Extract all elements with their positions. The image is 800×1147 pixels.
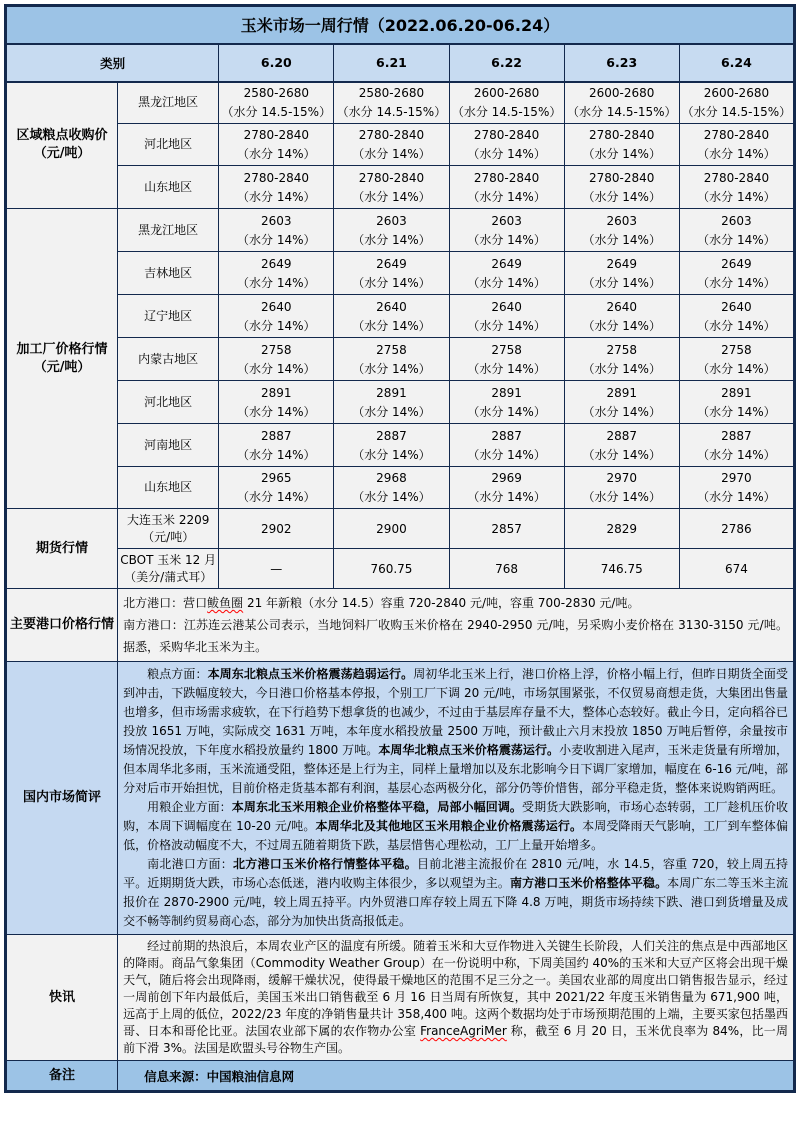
price-value: 2640 — [261, 299, 292, 314]
price-value: 2887 — [721, 428, 752, 443]
price-value: 2780-2840 — [589, 170, 655, 185]
price-value: 2758 — [261, 342, 292, 357]
bold-text-segment: 本周华北粮点玉米价格震荡运行。 — [378, 743, 560, 757]
price-cell — [449, 467, 564, 509]
futures-value-cell: 760.75 — [334, 549, 449, 589]
price-value: 2603 — [376, 213, 407, 228]
table-row — [6, 662, 795, 935]
price-value: 2640 — [721, 299, 752, 314]
price-cell — [219, 252, 334, 295]
price-value: 2780-2840 — [473, 170, 540, 185]
price-value: 2970 — [721, 471, 752, 485]
futures-contract-label — [118, 509, 219, 549]
review-paragraph — [123, 855, 788, 931]
bold-text-segment: 本周东北粮点玉米价格震荡趋弱运行。 — [207, 667, 414, 681]
price-cell — [449, 252, 564, 295]
section-label-factory — [6, 209, 118, 509]
review-paragraph — [123, 665, 788, 798]
moisture-note: （水分 14%） — [467, 490, 546, 504]
table-row — [6, 209, 795, 252]
section-label-futures: 期货行情 — [6, 509, 118, 589]
price-value: 2603 — [491, 213, 522, 228]
moisture-note: （水分 14%） — [237, 147, 316, 161]
moisture-note: （水分 14%） — [467, 447, 546, 462]
moisture-note: （水分 14%） — [697, 490, 776, 504]
moisture-note: （水分 14%） — [467, 189, 546, 204]
moisture-note: （水分 14%） — [352, 232, 431, 247]
price-cell — [449, 166, 564, 209]
price-value: 2780-2840 — [243, 170, 310, 185]
table-row — [6, 549, 795, 589]
moisture-note: （水分 14.5-15%） — [221, 105, 332, 120]
price-cell — [564, 252, 679, 295]
futures-value-cell: — — [219, 549, 334, 589]
north-port-line — [123, 592, 788, 614]
price-cell — [564, 467, 679, 509]
region-label: 辽宁地区 — [118, 295, 219, 338]
section-label-text: 加工厂价格行情 — [16, 341, 108, 357]
moisture-note: （水分 14%） — [237, 490, 316, 504]
text-segment: 经过前期的热浪后，本周农业产区的温度有所缓。随着玉米和大豆作物进入关键生长阶段，人们关注的焦点是中西部地区的降雨。商品气象集团（Commodity Weather Group）在一份说明中称，下周美国约 40%的玉米和大豆产区将会出现干燥天气，随后将会出现降雨，缓解干燥状况，使得最干燥地区的范围不足三分之一。美国农业部的周度出口销售报告显示，经过一周前创下年内最低后，美国玉米出口销售截至 6 月 16 日当周有所恢复，其中 2021/22 年度玉米销售量为 671,900 吨，远高于上周的低位，2022/23 年度的净销售量共计 358,400 吨。这两个数据均处于市场预期范围的上端，主要买家包括墨西哥、日本和哥伦比亚。法国农业部下属的农作物办公室 — [123, 939, 788, 1038]
moisture-note: （水分 14%） — [467, 361, 546, 376]
price-value: 2600-2680 — [703, 86, 770, 101]
price-cell — [334, 295, 449, 338]
section-label-bulletin: 快讯 — [6, 935, 118, 1061]
moisture-note: （水分 14%） — [467, 147, 546, 161]
price-cell — [219, 209, 334, 252]
table-row — [6, 295, 795, 338]
review-content — [118, 662, 795, 935]
text-segment: 周初华北玉米上行，港口价格上浮，价格小幅上行，但昨日期货全面受到冲击，下跌幅度较大，今日港口价格基本停报，个别工厂下调 20 元/吨，市场氛围紧张，不仅贸易商想走货，大集团出售量也增多，但市场需求疲软，在下行趋势下想拿货的也减少，不过由于基层库存量不大，整体心态较好。截止今日，定向稻谷已投放 1651 万吨，实际成交 1631 万吨，本年度水稻投放量 2500 万吨，预计截止六月末投放 1850 万吨后暂停，余量按市场情况投放，下年度水稻投放量约 1800 万吨。 — [123, 667, 788, 757]
moisture-note: （水分 14%） — [352, 318, 431, 333]
price-cell — [219, 295, 334, 338]
price-cell — [449, 124, 564, 166]
price-value: 2780-2840 — [703, 170, 770, 185]
moisture-note: （水分 14%） — [582, 318, 661, 333]
contract-unit: （元/吨） — [142, 529, 195, 544]
price-value: 2649 — [376, 256, 407, 271]
price-value: 2600-2680 — [589, 86, 655, 101]
region-label: 内蒙古地区 — [118, 338, 219, 381]
bold-text-segment: 本周华北及其他地区玉米用粮企业价格震荡运行。 — [315, 819, 583, 833]
region-label: 河南地区 — [118, 424, 219, 467]
text-segment: 目前北港主流报价在 2810 元/吨，水 14.5，容重 720，较上周五持平。近期期货大跌，市场心态低迷，港内收购主体很少，多以观望为主。 — [123, 857, 788, 890]
moisture-note: （水分 14%） — [697, 404, 776, 419]
moisture-note: （水分 14%） — [237, 275, 316, 290]
region-label: 吉林地区 — [118, 252, 219, 295]
price-cell — [449, 381, 564, 424]
price-cell — [334, 424, 449, 467]
price-cell — [334, 166, 449, 209]
section-label-unit: （元/吨） — [33, 359, 91, 375]
price-cell — [679, 124, 794, 166]
price-value: 2887 — [261, 428, 292, 443]
price-value: 2780-2840 — [703, 128, 770, 142]
moisture-note: （水分 14%） — [467, 232, 546, 247]
moisture-note: （水分 14.5-15%） — [566, 105, 677, 120]
price-cell — [219, 82, 334, 124]
futures-value-cell: 2902 — [219, 509, 334, 549]
price-cell — [334, 124, 449, 166]
header-date: 6.23 — [564, 44, 679, 82]
price-value: 2780-2840 — [473, 128, 540, 142]
price-cell — [564, 295, 679, 338]
price-value: 2580-2680 — [358, 86, 425, 101]
price-value: 2580-2680 — [243, 86, 310, 101]
bold-text-segment: 南方港口玉米价格整体平稳。 — [510, 876, 668, 890]
text-segment: 用粮企业方面： — [147, 800, 232, 814]
moisture-note: （水分 14%） — [352, 404, 431, 419]
price-cell — [219, 166, 334, 209]
south-port-line: 南方港口：江苏连云港某公司表示，当地饲料厂收购玉米价格在 2940-2950 元/吨，另采购小麦价格在 3130-3150 元/吨。据悉，采购华北玉米为主。 — [123, 618, 788, 654]
price-value: 2891 — [606, 385, 637, 400]
price-value: 2758 — [376, 342, 407, 357]
price-cell — [679, 252, 794, 295]
price-cell — [564, 338, 679, 381]
table-row — [6, 589, 795, 662]
section-label-unit: （元/吨） — [33, 146, 91, 162]
contract-name: 大连玉米 2209 — [127, 512, 210, 527]
moisture-note: （水分 14.5-15%） — [336, 105, 447, 120]
moisture-note: （水分 14%） — [697, 318, 776, 333]
table-row — [6, 252, 795, 295]
section-label-ports: 主要港口价格行情 — [6, 589, 118, 662]
price-cell — [679, 381, 794, 424]
text-segment: 受期货大跌影响，市场心态转弱，工厂趁机压价收购，本周下调幅度在 10-20 元/吨。 — [123, 800, 788, 833]
moisture-note: （水分 14%） — [352, 189, 431, 204]
price-value: 2758 — [721, 342, 752, 357]
price-cell — [679, 338, 794, 381]
price-cell — [679, 467, 794, 509]
price-cell — [219, 424, 334, 467]
table-row — [6, 424, 795, 467]
section-label-purchase — [6, 82, 118, 209]
price-cell — [449, 424, 564, 467]
text-segment: 本周受降雨天气影响，工厂到车整体偏低，价格波动幅度不大，不过周五随着期货下跌，基层惜售心理松动，工厂上量开始增多。 — [123, 819, 788, 852]
price-cell — [679, 424, 794, 467]
text-segment: 小麦收割进入尾声，玉米走货量有所增加，但本周华北多雨，玉米流通受阻，整体还是上行为主，同样上量增加以及东北影响今日下调厂家增加，幅度在 6-16 元/吨，部分对后市开始担忧，目前价格走货基本都有利润，基层心态两极分化，部分仍等价惜售，部分平稳走货，整体来说购销两旺。 — [123, 743, 788, 795]
price-value: 2640 — [376, 299, 407, 314]
text-segment: 粮点方面： — [147, 667, 208, 681]
price-cell — [449, 209, 564, 252]
section-label-review: 国内市场简评 — [6, 662, 118, 935]
region-label: 河北地区 — [118, 124, 219, 166]
moisture-note: （水分 14%） — [582, 447, 661, 462]
moisture-note: （水分 14%） — [582, 490, 661, 504]
region-label: 河北地区 — [118, 381, 219, 424]
moisture-note: （水分 14%） — [582, 189, 661, 204]
price-value: 2603 — [721, 213, 752, 228]
moisture-note: （水分 14%） — [697, 232, 776, 247]
region-label: 黑龙江地区 — [118, 209, 219, 252]
moisture-note: （水分 14%） — [697, 361, 776, 376]
bulletin-paragraph — [123, 938, 788, 1057]
moisture-note: （水分 14%） — [237, 189, 316, 204]
moisture-note: （水分 14%） — [352, 361, 431, 376]
moisture-note: （水分 14%） — [582, 275, 661, 290]
moisture-note: （水分 14%） — [237, 318, 316, 333]
price-cell — [449, 338, 564, 381]
price-value: 2887 — [606, 428, 637, 443]
title-row — [6, 6, 795, 44]
header-category: 类别 — [6, 44, 219, 82]
price-value: 2780-2840 — [358, 128, 425, 142]
text-segment: 北方港口：营口 — [123, 596, 208, 610]
price-cell — [334, 82, 449, 124]
price-cell — [564, 124, 679, 166]
bold-text-segment: 本周东北玉米用粮企业价格整体平稳，局部小幅回调。 — [231, 800, 523, 814]
price-value: 2969 — [491, 471, 522, 485]
price-value: 2649 — [721, 256, 752, 271]
date-header-row — [6, 44, 795, 82]
futures-value-cell: 674 — [679, 549, 794, 589]
table-row — [6, 467, 795, 509]
moisture-note: （水分 14%） — [467, 318, 546, 333]
moisture-note: （水分 14%） — [582, 147, 661, 161]
spellcheck-wavy-text: FranceAgriMer — [420, 1024, 507, 1038]
moisture-note: （水分 14%） — [697, 147, 776, 161]
futures-value-cell: 2857 — [449, 509, 564, 549]
price-cell — [219, 467, 334, 509]
futures-value-cell: 2900 — [334, 509, 449, 549]
price-value: 2968 — [376, 471, 407, 485]
price-value: 2780-2840 — [358, 170, 425, 185]
price-value: 2649 — [606, 256, 637, 271]
moisture-note: （水分 14%） — [237, 361, 316, 376]
price-value: 2640 — [491, 299, 522, 314]
text-segment: 称，截至 6 月 20 日，玉米优良率为 84%，比一周前下滑 3%。法国是欧盟头号谷物生产国。 — [123, 1024, 788, 1055]
price-value: 2887 — [376, 428, 407, 443]
region-label: 山东地区 — [118, 467, 219, 509]
moisture-note: （水分 14%） — [352, 490, 431, 504]
price-cell — [334, 209, 449, 252]
price-value: 2758 — [491, 342, 522, 357]
header-date: 6.21 — [334, 44, 449, 82]
ports-content — [118, 589, 795, 662]
price-cell — [564, 209, 679, 252]
price-cell — [564, 166, 679, 209]
text-segment: 南北港口方面： — [147, 857, 233, 871]
table-row — [6, 124, 795, 166]
price-cell — [564, 424, 679, 467]
futures-contract-label — [118, 549, 219, 589]
contract-name: CBOT 玉米 12 月 — [120, 552, 217, 567]
moisture-note: （水分 14.5-15%） — [451, 105, 562, 120]
table-row — [6, 935, 795, 1061]
moisture-note: （水分 14%） — [697, 189, 776, 204]
moisture-note: （水分 14%） — [582, 232, 661, 247]
region-label: 黑龙江地区 — [118, 82, 219, 124]
bold-text-segment: 北方港口玉米价格行情整体平稳。 — [233, 857, 418, 871]
price-value: 2891 — [376, 385, 407, 400]
price-value: 2965 — [261, 471, 292, 485]
moisture-note: （水分 14%） — [467, 275, 546, 290]
region-label: 山东地区 — [118, 166, 219, 209]
price-cell — [449, 82, 564, 124]
price-cell — [564, 381, 679, 424]
text-segment: 21 年新粮（水分 14.5）容重 720-2840 元/吨，容重 700-2830 元/吨。 — [243, 596, 640, 610]
futures-value-cell: 2829 — [564, 509, 679, 549]
price-value: 2600-2680 — [473, 86, 540, 101]
spellcheck-wavy-text: 鲅鱼圈 — [207, 596, 244, 610]
moisture-note: （水分 14%） — [237, 404, 316, 419]
table-row — [6, 338, 795, 381]
moisture-note: （水分 14%） — [697, 447, 776, 462]
futures-value-cell: 768 — [449, 549, 564, 589]
price-value: 2887 — [491, 428, 522, 443]
remark-row — [6, 1061, 795, 1092]
price-cell — [679, 82, 794, 124]
moisture-note: （水分 14.5-15%） — [681, 105, 792, 120]
moisture-note: （水分 14%） — [582, 361, 661, 376]
price-cell — [334, 252, 449, 295]
price-value: 2970 — [606, 471, 637, 485]
contract-unit: （美分/蒲式耳） — [124, 569, 213, 584]
price-value: 2649 — [261, 256, 292, 271]
moisture-note: （水分 14%） — [582, 404, 661, 419]
price-cell — [219, 381, 334, 424]
price-value: 2649 — [491, 256, 522, 271]
table-row — [6, 509, 795, 549]
section-label-remark: 备注 — [6, 1061, 118, 1092]
table-row — [6, 166, 795, 209]
price-cell — [564, 82, 679, 124]
price-value: 2603 — [606, 213, 637, 228]
price-cell — [449, 295, 564, 338]
moisture-note: （水分 14%） — [352, 147, 431, 161]
header-date: 6.22 — [449, 44, 564, 82]
header-date: 6.20 — [219, 44, 334, 82]
page-title: 玉米市场一周行情（2022.06.20-06.24） — [6, 6, 795, 44]
moisture-note: （水分 14%） — [352, 447, 431, 462]
remark-source-text: 信息来源：中国粮油信息网 — [118, 1061, 795, 1092]
table-row — [6, 82, 795, 124]
price-cell — [219, 338, 334, 381]
moisture-note: （水分 14%） — [237, 232, 316, 247]
price-value: 2780-2840 — [243, 128, 310, 142]
text-segment: 本周广东二等玉米主流报价在 2870-2900 元/吨，较上周五持平。内外贸港口库存较上周五下降 4.8 万吨，期货市场持续下跌、港口到货增量及成交不畅等制约贸易商心态，部分为加快出货高报低走。 — [123, 876, 788, 928]
corn-market-weekly-table — [4, 4, 796, 1093]
price-cell — [679, 166, 794, 209]
table-row — [6, 381, 795, 424]
section-label-text: 区域粮点收购价 — [16, 128, 108, 144]
price-cell — [334, 467, 449, 509]
futures-value-cell: 746.75 — [564, 549, 679, 589]
price-value: 2640 — [606, 299, 637, 314]
price-value: 2891 — [491, 385, 522, 400]
bulletin-content — [118, 935, 795, 1061]
moisture-note: （水分 14%） — [237, 447, 316, 462]
price-cell — [679, 209, 794, 252]
price-cell — [679, 295, 794, 338]
review-paragraph — [123, 798, 788, 855]
moisture-note: （水分 14%） — [467, 404, 546, 419]
price-value: 2891 — [261, 385, 292, 400]
moisture-note: （水分 14%） — [697, 275, 776, 290]
price-cell — [219, 124, 334, 166]
header-date: 6.24 — [679, 44, 794, 82]
price-value: 2758 — [606, 342, 637, 357]
price-cell — [334, 338, 449, 381]
price-cell — [334, 381, 449, 424]
price-value: 2780-2840 — [589, 128, 655, 142]
price-value: 2891 — [721, 385, 752, 400]
futures-value-cell: 2786 — [679, 509, 794, 549]
moisture-note: （水分 14%） — [352, 275, 431, 290]
price-value: 2603 — [261, 213, 292, 228]
